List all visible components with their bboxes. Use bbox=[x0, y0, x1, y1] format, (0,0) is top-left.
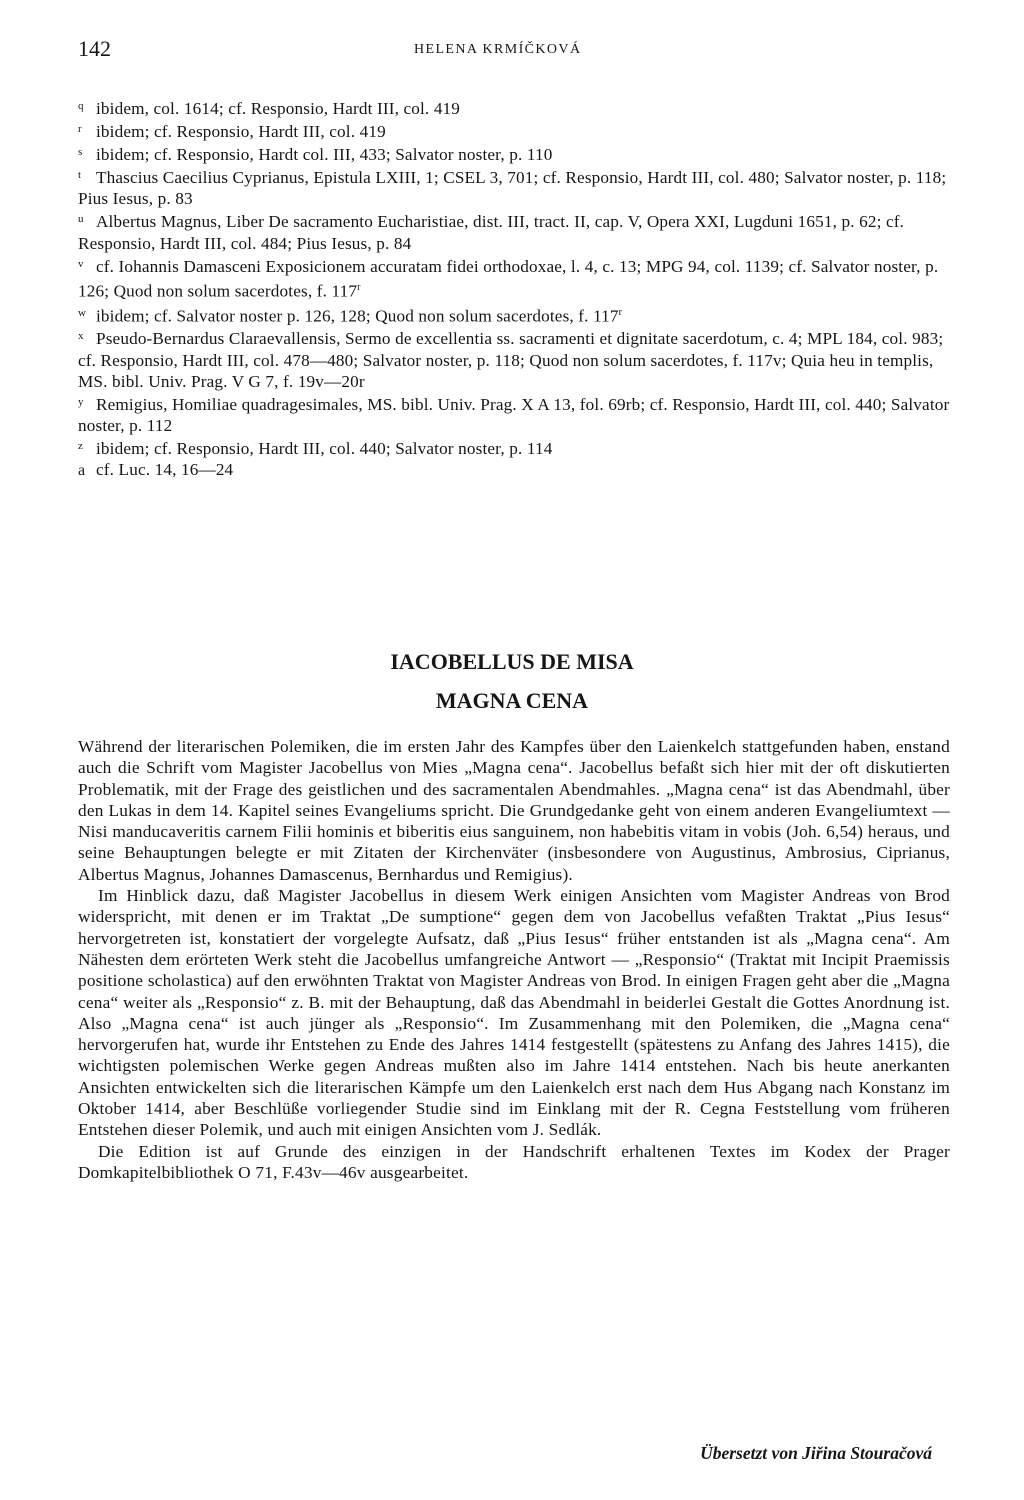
footnote-text: cf. Iohannis Damasceni Exposicionem accuratam fidei orthodoxae, l. 4, c. 13; MPG 94, col. 1139; cf. Salvator noster, p. 126; Quod non solum sacerdotes, f. 117 bbox=[78, 256, 939, 301]
footnote-text: cf. Luc. 14, 16—24 bbox=[96, 459, 234, 479]
running-head bbox=[78, 36, 936, 66]
footnote bbox=[78, 119, 950, 142]
article-title bbox=[0, 647, 1024, 725]
footnote bbox=[78, 436, 950, 459]
footnote bbox=[78, 142, 950, 165]
summary-body bbox=[78, 736, 950, 1183]
footnote-text: Albertus Magnus, Liber De sacramento Eucharistiae, dist. III, tract. II, cap. V, Opera XXI, Lugduni 1651, p. 62; cf. Responsio, Hardt III, col. 484; Pius Iesus, p. 84 bbox=[78, 212, 905, 253]
footnote-text: Remigius, Homiliae quadragesimales, MS. bibl. Univ. Prag. X A 13, fol. 69rb; cf. Responsio, Hardt III, col. 440; Salvator noster, p. 112 bbox=[78, 394, 950, 435]
footnote bbox=[78, 302, 950, 327]
paragraph: Während der literarischen Polemiken, die im ersten Jahr des Kampfes über den Laienkelch stattgefunden haben, enstand auch die Schrift vom Magister Jacobellus von Mies „Magna cena“. Jacobellus befaßt sich hier mit der oft diskutierten Problematik, mit der Frage des geistlichen und des sacramentalen Abendmahles. „Magna cena“ ist das Abendmahl, über den Lukas in dem 14. Kapitel seines Evangeliums spricht. Die Grundgedanke geht von einem anderen Evangeliumtext — Nisi manducaveritis carnem Filii hominis et biberitis eius sanguinem, non habebitis vitam in vobis (Joh. 6,54) heraus, und seine Behauptungen belegte er mit Zitaten der Kirchenväter (insbesondere von Augustinus, Ambrosius, Ciprianus, Albertus Magnus, Johannes Damascenus, Bernhardus und Remigius). bbox=[78, 737, 950, 884]
footnote-mark: t bbox=[78, 169, 82, 182]
running-head-author: HELENA KRMÍČKOVÁ bbox=[414, 42, 582, 57]
superscript-folio: r bbox=[357, 281, 361, 293]
footnote bbox=[78, 96, 950, 119]
footnote-text: Thascius Caecilius Cyprianus, Epistula LXIII, 1; CSEL 3, 701; cf. Responsio, Hardt III, col. 480; Salvator noster, p. 118; Pius Iesus, p. 83 bbox=[78, 168, 947, 209]
footnote-text: ibidem; cf. Responsio, Hardt col. III, 433; Salvator noster, p. 110 bbox=[96, 145, 553, 165]
footnote bbox=[78, 209, 950, 253]
superscript-folio: r bbox=[618, 306, 623, 318]
translator-credit: Übersetzt von Jiřina Stouračová bbox=[700, 1443, 932, 1463]
footnote-mark: a bbox=[78, 461, 86, 479]
footnote-mark: q bbox=[78, 100, 84, 112]
footnote-text: ibidem; cf. Responsio, Hardt III, col. 419 bbox=[96, 122, 386, 142]
footnote bbox=[78, 254, 950, 302]
paragraph: Im Hinblick dazu, daß Magister Jacobellus in diesem Werk einigen Ansichten vom Magister Andreas von Brod widerspricht, mit denen er im Traktat „De sumptione“ gegen dem von Jacobellus vefaßten Traktat „Pius Iesus“ hervorgetreten ist, konstatiert der vorgelegte Aufsatz, daß „Pius Iesus“ früher entstanden ist als „Magna cena“. Am Nähesten dem erörteten Werk steht die Jacobellus umfangreiche Antwort — „Responsio“ (Traktat mit Incipit Praemissis positione scholastica) auf den erwöhnten Traktat von Magister Andreas von Brod. In einigen Fragen geht aber die „Magna cena“ weiter als „Responsio“ z. B. mit der Behauptung, daß das Abendmahl in beiderlei Gestalt die Gottes Anordnung ist. Also „Magna cena“ ist auch jünger als „Responsio“. Im Zusammenhang mit den Polemiken, die „Magna cena“ hervorgerufen hat, wurde ihr Entstehen zu Ende des Jahres 1414 festgestellt (spätestens zu Anfang des Jahres 1415), die wichtigsten polemischen Werke gegen Andreas mußten also im Jahre 1414 entstehen. Nach bis heute anerkanten Ansichten entwickelten sich die literarischen Kämpfe um den Laienkelch erst nach dem Hus Abgang nach Konstanz im Oktober 1414, aber Beschlüße vorliegender Studie sind im Einklang mit der R. Cegna Feststellung vom früheren Entstehen dieser Polemik, und auch mit einigen Ansichten vom J. Sedlák. bbox=[78, 886, 950, 1140]
footnotes bbox=[78, 96, 950, 481]
footnote bbox=[78, 326, 950, 391]
footnote-mark: x bbox=[78, 330, 84, 343]
footnote-text: ibidem; cf. Salvator noster p. 126, 128; Quod non solum sacerdotes, f. 117 bbox=[96, 306, 619, 326]
footnote-mark: w bbox=[78, 307, 87, 320]
footnote bbox=[78, 165, 950, 209]
footnote-text: ibidem, col. 1614; cf. Responsio, Hardt III, col. 419 bbox=[96, 99, 461, 118]
footnote bbox=[78, 459, 950, 481]
footnote-mark: z bbox=[78, 439, 84, 452]
footnote bbox=[78, 392, 950, 436]
title-author-line: IACOBELLUS DE MISA bbox=[390, 649, 634, 674]
title-work-line: MAGNA CENA bbox=[435, 688, 589, 713]
footnote-mark: v bbox=[78, 257, 84, 270]
footnote-text: ibidem; cf. Responsio, Hardt III, col. 440; Salvator noster, p. 114 bbox=[96, 438, 553, 458]
footnote-mark: s bbox=[78, 146, 83, 159]
footnote-mark: u bbox=[78, 213, 84, 226]
footnote-mark: y bbox=[78, 395, 84, 408]
page-number: 142 bbox=[78, 36, 111, 61]
paragraph: Die Edition ist auf Grunde des einzigen in der Handschrift erhaltenen Textes im Kodex der Prager Domkapitelbibliothek O 71, F.43v—46v ausgearbeitet. bbox=[78, 1141, 950, 1182]
footnote-text: Pseudo-Bernardus Claraevallensis, Sermo de excellentia ss. sacramenti et dignitate sacerdotum, c. 4; MPL 184, col. 983; cf. Responsio, Hardt III, col. 478—480; Salvator noster, p. 118; Quod non solum sacerdotes, f. 117v; Quia heu in templis, MS. bibl. Univ. Prag. V G 7, f. 19v—20r bbox=[78, 329, 944, 391]
footnote-mark: r bbox=[78, 123, 82, 136]
